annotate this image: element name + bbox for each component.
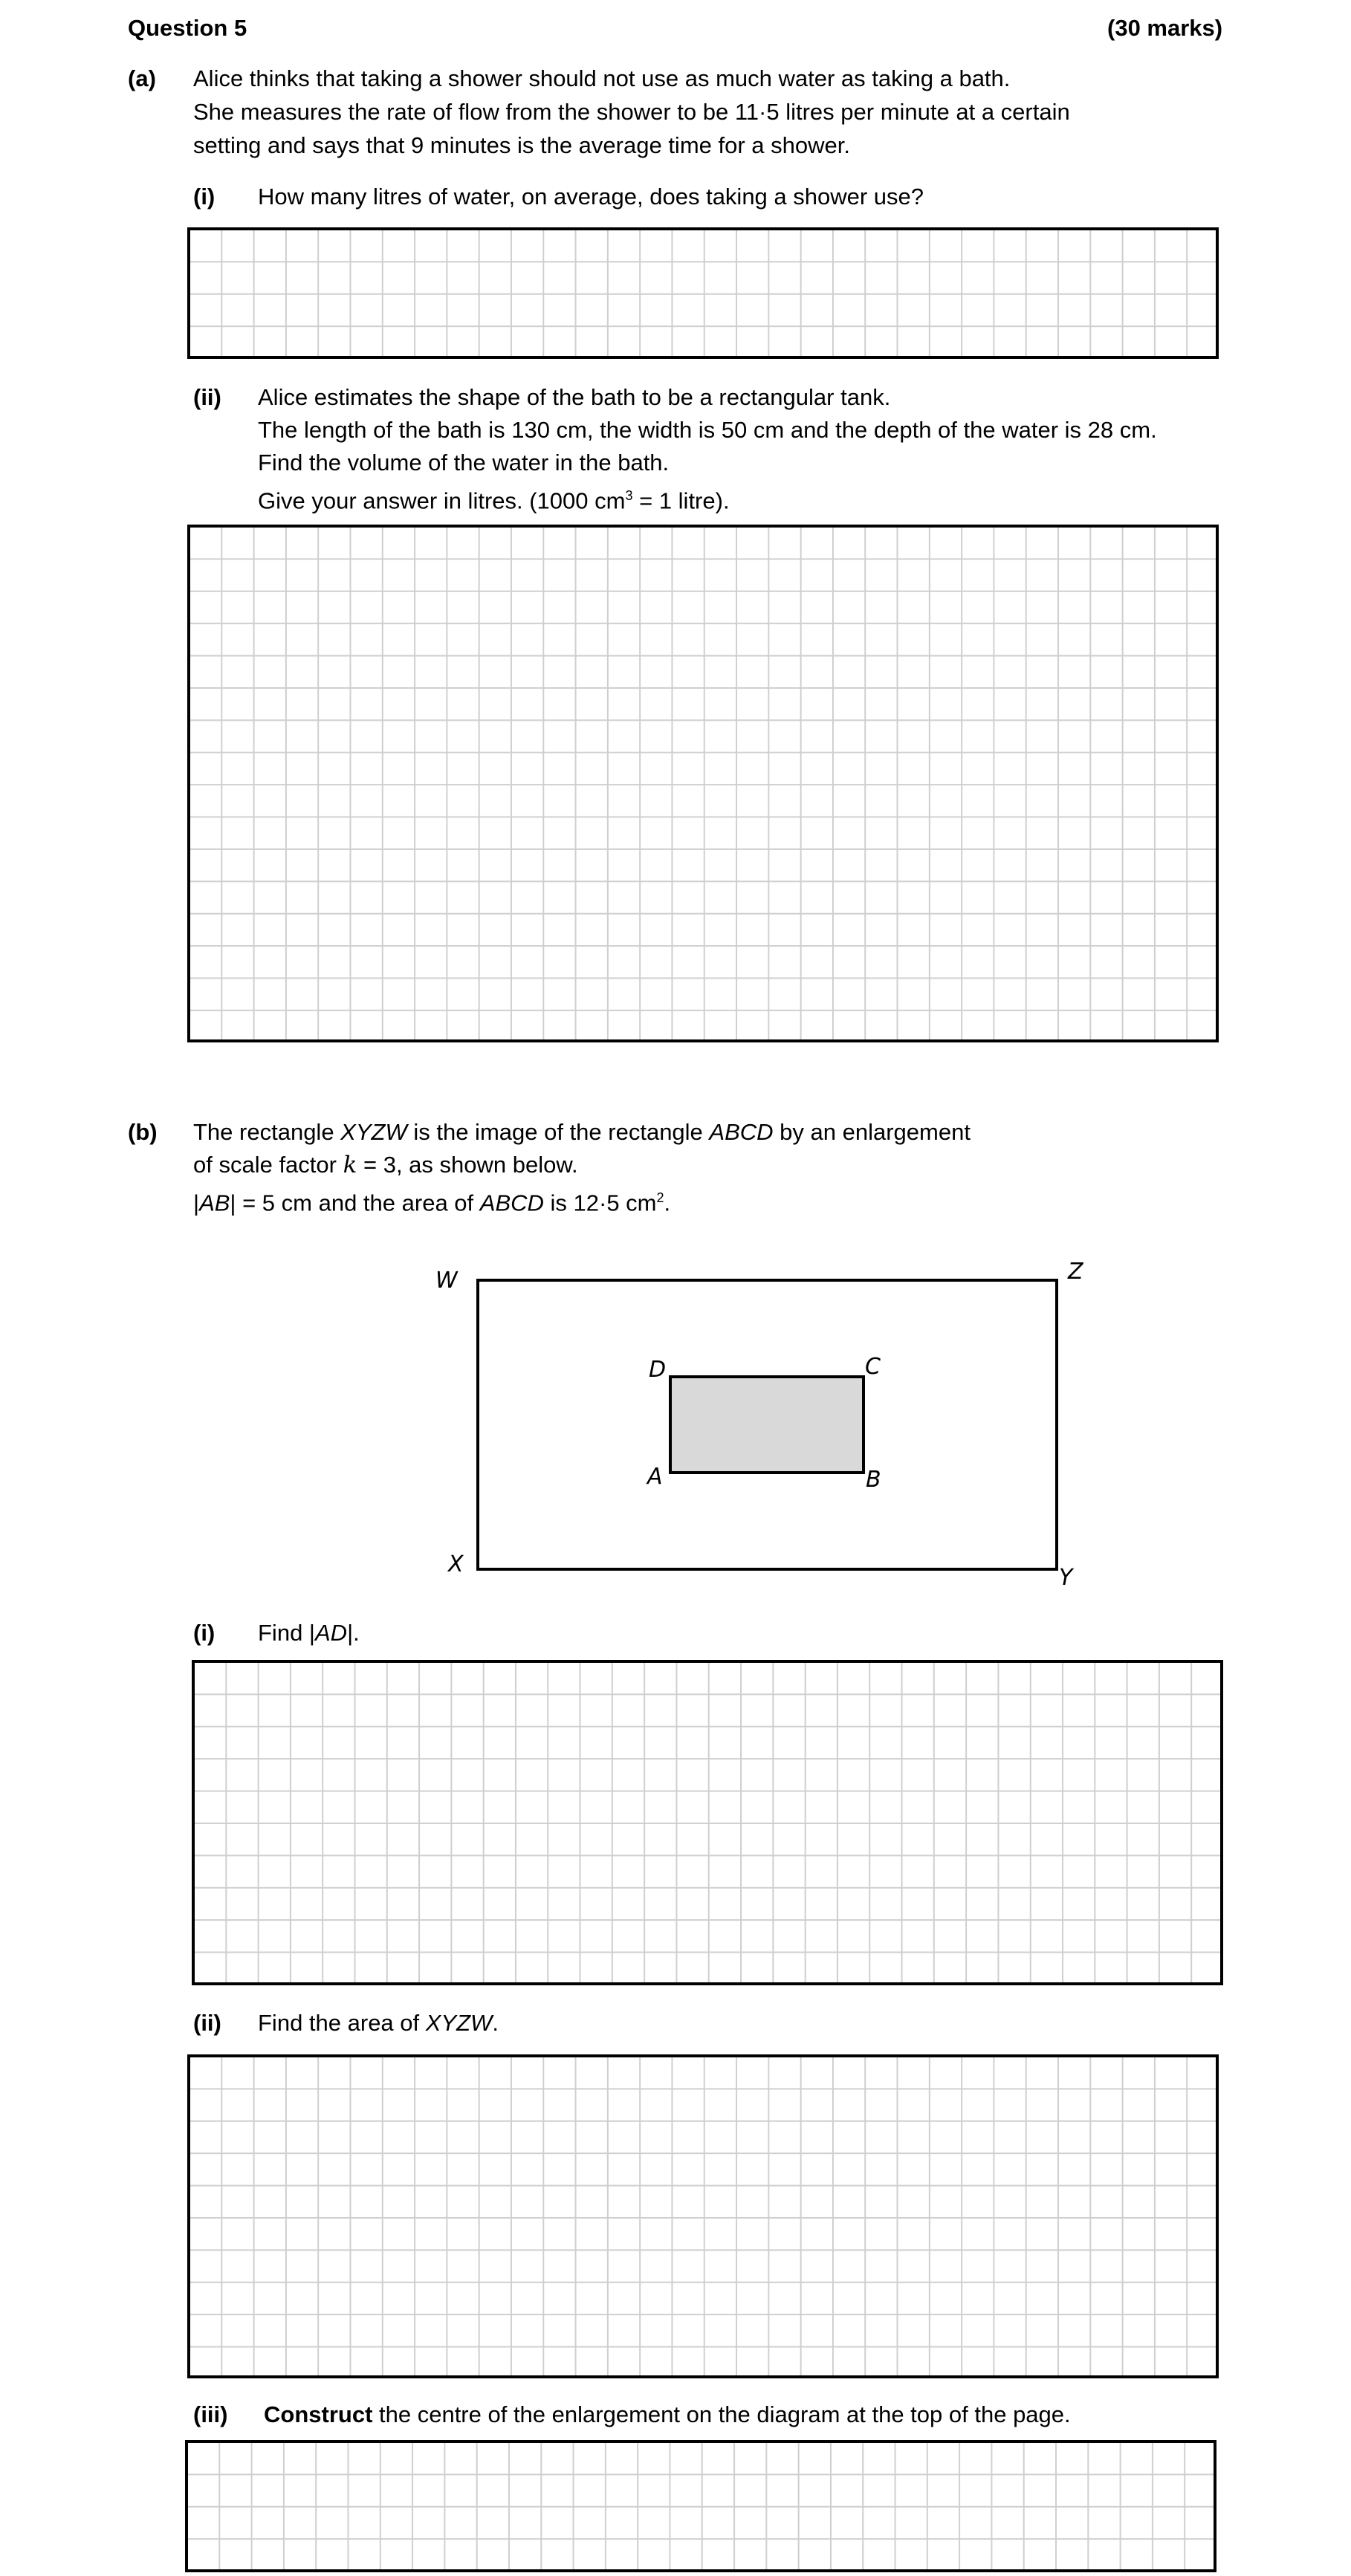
- text-span: | = 5 cm and the area of: [230, 1190, 480, 1216]
- segment-ad: AD: [314, 1620, 348, 1646]
- vertex-label-y: Y: [1059, 1565, 1073, 1591]
- part-a-i-question: How many litres of water, on average, does taking a shower use?: [258, 184, 924, 210]
- part-a-ii-line-4-suffix: = 1 litre).: [632, 487, 730, 514]
- vertex-label-b: B: [866, 1467, 881, 1493]
- answer-box-b-ii[interactable]: [187, 2054, 1219, 2378]
- part-a-intro-line-3: setting and says that 9 minutes is the average time for a shower.: [193, 132, 850, 158]
- part-b-i-question: [258, 1617, 360, 1649]
- part-b-line-2: [193, 1149, 578, 1181]
- answer-box-a-i[interactable]: [187, 227, 1219, 359]
- part-a-ii-label: (ii): [193, 384, 221, 410]
- rectangle-xyzw: [478, 1280, 1057, 1569]
- text-span: = 3, as shown below.: [357, 1152, 578, 1178]
- part-a-intro-line-1: Alice thinks that taking a shower should not use as much water as taking a bath.: [193, 65, 1011, 91]
- text-span: Find the area of: [258, 2010, 426, 2036]
- text-span: the centre of the enlargement on the diagram at the top of the page.: [372, 2401, 1071, 2427]
- scale-factor-k: k: [343, 1152, 357, 1178]
- part-b-ii-question: [258, 2007, 499, 2040]
- vertex-label-x: X: [448, 1551, 464, 1577]
- segment-ab: AB: [199, 1190, 230, 1216]
- rect-abcd-name: ABCD: [479, 1190, 544, 1216]
- text-span: .: [492, 2010, 499, 2036]
- vertex-label-a: A: [647, 1464, 663, 1490]
- rectangle-abcd: [670, 1377, 864, 1473]
- rect-xyzw-name: XYZW: [340, 1119, 407, 1145]
- part-b-iii-label: (iii): [193, 2401, 228, 2427]
- part-a-intro-line-2: She measures the rate of flow from the shower to be 11·5 litres per minute at a certain: [193, 99, 1070, 125]
- part-a-ii-line-3: Find the volume of the water in the bath.: [258, 450, 670, 476]
- construct-keyword: Construct: [264, 2401, 373, 2427]
- part-b-label: (b): [128, 1119, 158, 1145]
- text-span: |.: [347, 1620, 360, 1646]
- part-b-iii-question: [264, 2398, 1071, 2431]
- marks-label: (30 marks): [1107, 15, 1223, 41]
- answer-box-b-i[interactable]: [192, 1660, 1223, 1985]
- part-b-ii-label: (ii): [193, 2010, 221, 2036]
- part-b-i-label: (i): [193, 1620, 216, 1646]
- question-title: Question 5: [128, 15, 247, 41]
- text-span: Find |: [258, 1620, 315, 1646]
- rect-abcd-name: ABCD: [709, 1119, 774, 1145]
- answer-box-b-iii[interactable]: [185, 2440, 1216, 2572]
- square-superscript: 2: [656, 1190, 664, 1205]
- text-span: by an enlargement: [773, 1119, 971, 1145]
- cube-superscript: 3: [625, 488, 633, 503]
- text-span: .: [664, 1190, 671, 1216]
- part-a-ii-line-4-prefix: Give your answer in litres. (1000 cm: [258, 487, 626, 514]
- part-b-line-1: [193, 1116, 971, 1149]
- vertex-label-z: Z: [1068, 1259, 1083, 1285]
- text-span: is 12·5 cm: [543, 1190, 657, 1216]
- part-b-line-3: [193, 1181, 670, 1219]
- vertex-label-d: D: [649, 1357, 667, 1383]
- rect-xyzw-name: XYZW: [425, 2010, 493, 2036]
- vertex-label-w: W: [435, 1268, 458, 1294]
- text-span: The rectangle: [193, 1119, 341, 1145]
- part-a-ii-line-2: The length of the bath is 130 cm, the width is 50 cm and the depth of the water is 28 cm.: [258, 417, 1157, 443]
- text-span: of scale factor: [193, 1152, 343, 1178]
- answer-box-a-ii[interactable]: [187, 525, 1219, 1042]
- part-a-i-label: (i): [193, 184, 216, 210]
- vertex-label-c: C: [865, 1354, 881, 1380]
- text-span: |: [193, 1190, 200, 1216]
- text-span: is the image of the rectangle: [406, 1119, 710, 1145]
- part-a-ii-line-4: [258, 479, 730, 517]
- part-a-ii-line-1: Alice estimates the shape of the bath to be a rectangular tank.: [258, 384, 891, 410]
- part-a-label: (a): [128, 65, 156, 91]
